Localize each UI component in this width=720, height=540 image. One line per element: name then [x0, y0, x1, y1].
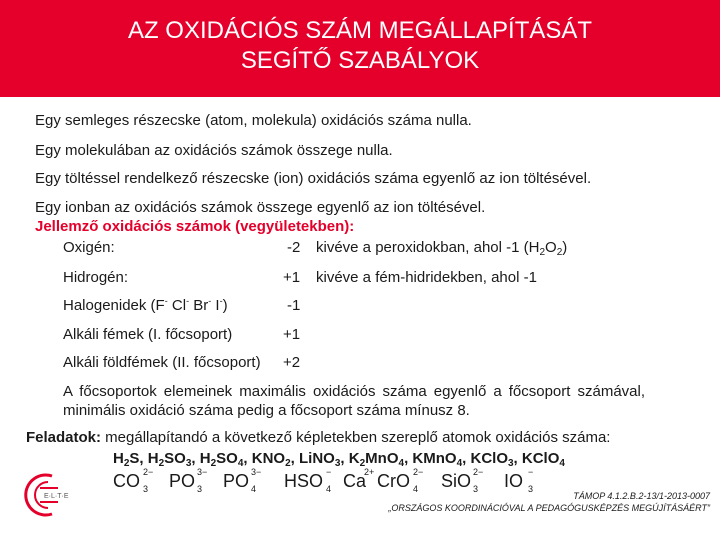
- oxygen-note: kivéve a peroxidokban, ahol -1 $(H_2O_2)$: [316, 239, 568, 258]
- ion-chromate: CrO 2− 4: [377, 467, 424, 494]
- formula-kclo4: KClO$_4$: [521, 450, 565, 469]
- alkali-value: +1: [283, 326, 301, 343]
- halogen-value: -1: [287, 297, 301, 314]
- title-banner: [0, 0, 720, 97]
- task-line: [26, 429, 610, 447]
- task-label: Feladatok:: [26, 429, 102, 446]
- hydrogen-label: Hidrogén:: [63, 269, 129, 286]
- elte-logo-icon: [18, 470, 88, 520]
- formula-k2mno4: $K_2MnO_4$: [348, 450, 405, 469]
- formula-list: $H_2S$, $H_2SO_3$, $H_2SO_4$, $KNO_2$, LiNO$_3$, $K_2MnO_4$, KMnO$_4$, KClO$_3$, KClO$_4$: [113, 450, 565, 469]
- rule-3: Egy töltéssel rendelkező részecske (ion) oxidációs száma egyenlő az ion töltésével.: [35, 170, 592, 187]
- rule-2: Egy molekulában az oxidációs számok összege nulla.: [35, 142, 393, 159]
- ion-phosphate: PO 3− 4: [223, 467, 262, 494]
- ion-iodate: IO − 3: [504, 467, 534, 494]
- formula-h2so3: $H_2SO_3$: [147, 450, 192, 469]
- title-line-1: AZ OXIDÁCIÓS SZÁM MEGÁLLAPÍTÁSÁT: [127, 17, 593, 44]
- page-title: [0, 16, 720, 76]
- oxygen-value: -2: [287, 239, 301, 256]
- formula-kclo3: KClO$_3$: [470, 450, 514, 469]
- hydrogen-note: kivéve a fém-hidridekben, ahol -1: [316, 269, 537, 286]
- formula-lino3: LiNO$_3$: [299, 450, 341, 469]
- hydrogen-value: +1: [283, 269, 301, 286]
- alkaline-earth-value: +2: [283, 354, 301, 371]
- ion-calcium: Ca 2+: [343, 467, 375, 491]
- formula-h2s: $H_2S$: [113, 450, 140, 469]
- ion-list: [113, 467, 563, 495]
- logo-text: E·L·T·E: [44, 493, 69, 500]
- halogen-label: Halogenidek (F- Cl- Br- I-): [63, 296, 228, 314]
- oxygen-label: Oxigén:: [63, 239, 115, 256]
- formula-kmno4: KMnO$_4$: [412, 450, 463, 469]
- rule-4: Egy ionban az oxidációs számok összege egyenlő az ion töltésével.: [35, 199, 486, 216]
- title-line-2: SEGÍTŐ SZABÁLYOK: [240, 47, 480, 74]
- formula-h2so4: $H_2SO_4$: [199, 450, 244, 469]
- footer-project-motto: „ORSZÁGOS KOORDINÁCIÓVAL A PEDAGÓGUSKÉPZÉS MEGÚJÍTÁSÁÉRT”: [388, 503, 710, 513]
- ion-silicate: SiO 2− 3: [441, 467, 484, 494]
- typical-heading: Jellemző oxidációs számok (vegyületekben):: [35, 218, 355, 235]
- ion-phosphite: PO 3− 3: [169, 467, 208, 494]
- rule-1: Egy semleges részecske (atom, molekula) oxidációs száma nulla.: [35, 112, 472, 129]
- formula-kno2: $KNO_2$: [251, 450, 291, 469]
- footer-project-code: TÁMOP 4.1.2.B.2-13/1-2013-0007: [573, 491, 710, 501]
- task-text: megállapítandó a következő képletekben szereplő atomok oxidációs száma:: [101, 429, 611, 446]
- elte-logo: [18, 470, 88, 520]
- alkali-label: Alkáli fémek (I. főcsoport): [63, 326, 233, 343]
- ion-hydrogensulfate: HSO − 4: [284, 467, 332, 494]
- ion-carbonate: CO 2− 3: [113, 467, 154, 494]
- main-group-paragraph: A főcsoportok elemeinek maximális oxidációs száma egyenlő a főcsoport számával, minimális oxidáció száma pedig a főcsoport száma mínusz 8.: [63, 383, 645, 419]
- alkaline-earth-label: Alkáli földfémek (II. főcsoport): [63, 354, 261, 371]
